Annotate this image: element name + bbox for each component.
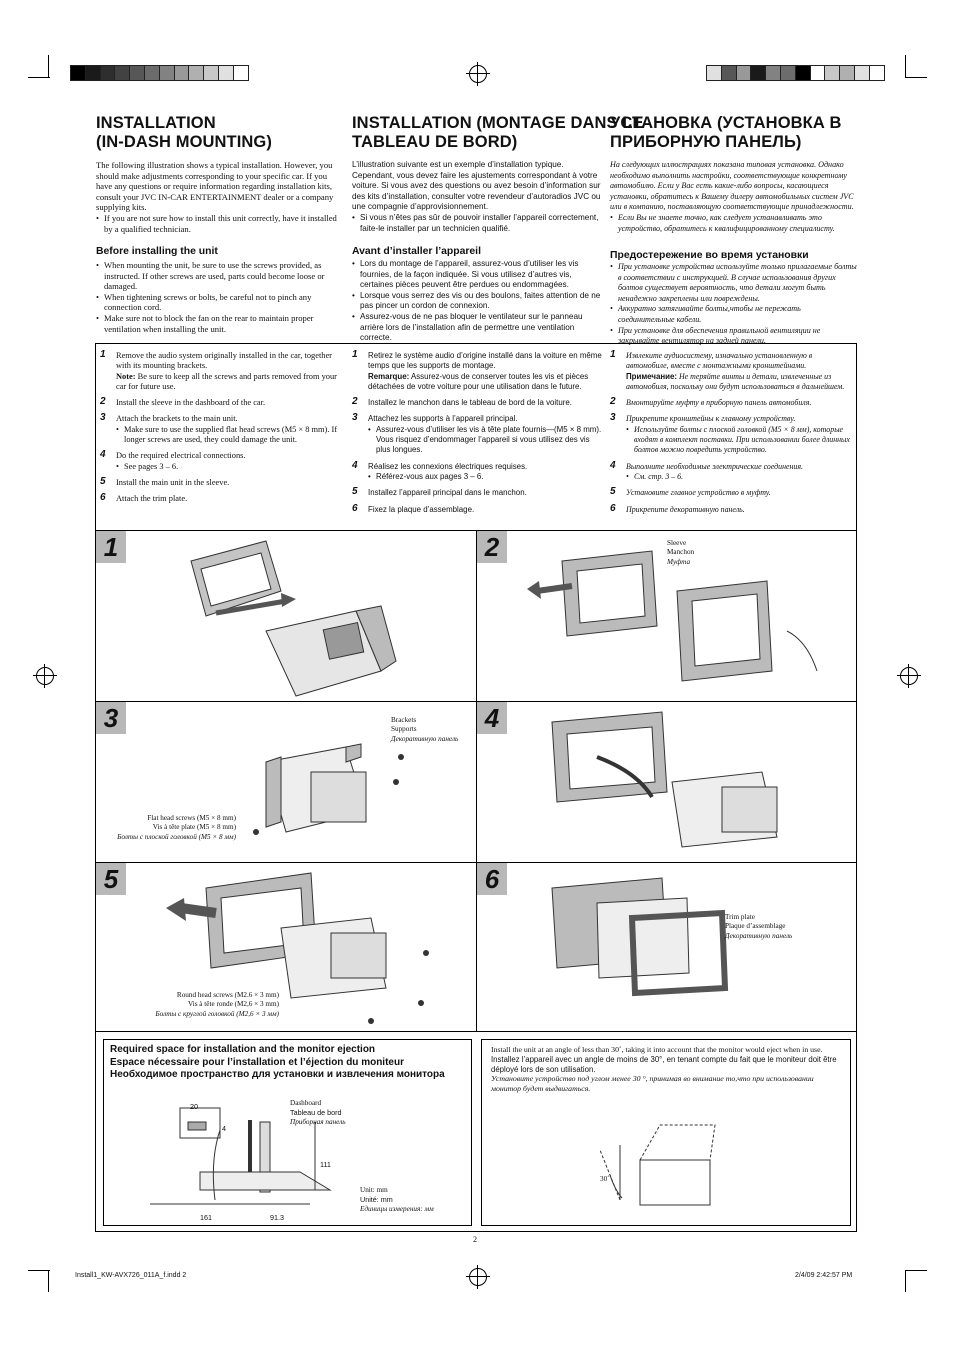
- registration-mark-icon: [900, 667, 918, 685]
- panel-step-6: [476, 862, 857, 1032]
- step-number: 4: [477, 702, 507, 734]
- steps-ru: [610, 351, 853, 521]
- before-heading-fr: Avant d’installer l’appareil: [352, 246, 481, 257]
- dim-4: 4: [222, 1124, 226, 1133]
- list-item: • Lorsque vous serrez des vis ou des boulons, faites attention de ne pas pincer un cordon de connexion.: [352, 291, 604, 312]
- step-item: 3 Прикрепите кронштейны к главному устройству. • Используйте болты с плоской головкой (M5 × 8 мм), которые входят в комплект поставки. При использовании более длинных болтов можно повредить устройство.: [610, 414, 853, 455]
- step-item: 4 Выполните необходимые электрические соединения. • См. стр. 3 – 6.: [610, 462, 853, 483]
- step-item: 2 Вмонтируйте муфту в приборную панель автомобиля.: [610, 396, 812, 408]
- sleeve-label: Sleeve Manchon Муфта: [667, 539, 695, 566]
- before-list-fr: [352, 259, 604, 344]
- list-item: • При установке устройства используйте только прилагаемые болты в соответствии с инструкцией. В случае использования других болтов существует вероятность, что детали могут быть ненадежно закреплены или повреждены.: [610, 262, 858, 304]
- angle-ru: Установите устройство под углом менее 30 °, принимая во внимание то,что при использовании монитор будет выдвигаться.: [491, 1074, 814, 1094]
- trim-plate-label: Trim plate Plaque d’assemblage Декоративную панель: [725, 913, 793, 940]
- steps-fr: [352, 351, 602, 521]
- round-head-screws-label: Round head screws (M2.6 × 3 mm) Vis à tête ronde (M2,6 × 3 mm) Болты с круглой головкой (M2,6 × 3 мм): [155, 991, 279, 1018]
- remove-unit-illustration: [96, 531, 477, 702]
- step-item: 6 Attach the trim plate.: [100, 492, 188, 504]
- intro-bullet: • If you are not sure how to install this unit correctly, have it installed by a qualified technician.: [96, 213, 344, 234]
- file-slug: Install1_KW-AVX726_011A_f.indd 2: [75, 1272, 187, 1279]
- dashboard-label: Dashboard Tableau de bord Приборная панель: [290, 1099, 346, 1126]
- trim-plate-illustration: [477, 863, 857, 1032]
- list-item: • Make sure not to block the fan on the rear to maintain proper ventilation when installing the unit.: [96, 313, 344, 334]
- step-number: 6: [477, 863, 507, 895]
- panel-step-1: [95, 530, 477, 702]
- required-space-heading: Required space for installation and the monitor ejection Espace nécessaire pour l’installation et l’éjection du moniteur Необходимое пространство для установки и извлечения монитора: [110, 1044, 445, 1081]
- registration-mark-icon: [469, 1268, 487, 1286]
- step-item: 4 Do the required electrical connections. • See pages 3 – 6.: [100, 451, 345, 472]
- registration-mark-icon: [36, 667, 54, 685]
- list-item: • При установке для обеспечения правильной вентиляции не закрывайте вентилятор на задней панели.: [610, 326, 858, 347]
- step-item: 6 Прикрепите декоративную панель.: [610, 502, 745, 514]
- step-number: 2: [477, 531, 507, 563]
- intro-bullet: • Если Вы не знаете точно, как следует устанавливать это устройство, обратитесь к квалифицированному специалисту.: [610, 213, 858, 234]
- crop-mark: [28, 1270, 50, 1271]
- list-item: • Assurez-vous de ne pas bloquer le ventilateur sur le panneau arrière lors de l’installation afin de permettre une ventilation correcte.: [352, 312, 604, 344]
- angle-text: [491, 1045, 843, 1094]
- intro-text: The following illustration shows a typical installation. However, you should make adjustments corresponding to your specific car. If you have any questions or require information regarding installation kits, consult your JVC IN-CAR ENTERTAINMENT dealer or a company supplying kits.: [96, 160, 334, 213]
- crop-mark: [905, 77, 927, 78]
- intro-fr: [352, 160, 604, 234]
- brackets-label: Brackets Supports Декоративную панель: [391, 716, 459, 743]
- list-item: • When tightening screws or bolts, be careful not to pinch any connection cord.: [96, 292, 344, 313]
- before-heading-en: Before installing the unit: [96, 246, 218, 257]
- connections-illustration: [477, 702, 857, 863]
- before-list-en: [96, 260, 344, 334]
- color-bar-right: [706, 65, 884, 81]
- intro-text: L’illustration suivante est un exemple d’installation typique. Cependant, vous devez faire les ajustements correspondant à votre voiture. Si vous avez des questions ou avez besoin d’information sur des kits d’installation, consulter votre revendeur d’autoradios JVC ou une compagnie d’approvisionnement.: [352, 160, 601, 212]
- intro-bullet: • Si vous n’êtes pas sûr de pouvoir installer l’appareil correctement, faite-le installer par un technicien qualifié.: [352, 213, 604, 234]
- title-en: INSTALLATION (IN-DASH MOUNTING): [96, 114, 272, 151]
- crop-mark: [905, 55, 906, 77]
- panel-step-2: [476, 530, 857, 702]
- step-item: 4 Réalisez les connexions électriques requises. • Référez-vous aux pages 3 – 6.: [352, 462, 602, 483]
- step-number: 5: [96, 863, 126, 895]
- unit-label: Unit: mm Unité: mm Единицы измерения: мм: [360, 1186, 434, 1213]
- step-item: 5 Installez l’appareil principal dans le manchon.: [352, 486, 527, 498]
- angle-fr: Installez l’appareil avec un angle de moins de 30°, en tenant compte du fait que le moniteur doit être déployé lors de son utilisation.: [491, 1054, 837, 1074]
- list-item: • Lors du montage de l’appareil, assurez-vous d’utiliser les vis fournies, de la façon indiquée. Si vous utilisez d’autres vis, certaines pièces peuvent être perdues ou endommagées.: [352, 259, 604, 291]
- steps-en: [100, 351, 345, 511]
- crop-mark: [28, 77, 50, 78]
- step-item: 6 Fixez la plaque d’assemblage.: [352, 502, 475, 514]
- intro-text: На следующих иллюстрациях показана типовая установка. Однако необходимо выполнить настройки, соответствующие конкретному автомобилю. Если у Вас есть какие-либо вопросы, касающиеся установки, обратитесь к Вашему дилеру автомобильных систем JVC или в компанию, поставляющую соответствующие принадлежности.: [610, 160, 854, 212]
- step-item: 2 Installez le manchon dans le tableau de bord de la voiture.: [352, 396, 572, 408]
- intro-en: [96, 160, 344, 234]
- before-heading-ru: Предостережение во время установки: [610, 250, 809, 261]
- step-item: 1 Remove the audio system originally installed in the car, together with its mounting brackets. Note: Be sure to keep all the screws and parts removed from your car for future use.: [100, 349, 337, 391]
- flat-head-screws-label: Flat head screws (M5 × 8 mm) Vis à tête plate (M5 × 8 mm) Болты с плоской головкой (M5 × 8 мм): [117, 814, 236, 841]
- step-item: 2 Install the sleeve in the dashboard of the car.: [100, 396, 266, 408]
- angle-diagram: [600, 1120, 750, 1210]
- list-item: • Аккуратно затягивайте болты,чтобы не пережать соединительные кабели.: [610, 304, 858, 325]
- step-item: 5 Установите главное устройство в муфту.: [610, 486, 771, 498]
- step-number: 1: [96, 531, 126, 563]
- step-item: 3 Attach the brackets to the main unit. • Make sure to use the supplied flat head screws (M5 × 8 mm). If longer screws are used, they could damage the unit.: [100, 414, 345, 445]
- step-number: 3: [96, 702, 126, 734]
- dim-161: 161: [200, 1213, 212, 1222]
- panel-step-3: [95, 701, 477, 863]
- registration-mark-icon: [469, 65, 487, 83]
- dim-111: 111: [320, 1160, 331, 1169]
- before-list-ru: [610, 262, 858, 347]
- step-item: 5 Install the main unit in the sleeve.: [100, 475, 230, 487]
- panel-step-4: [476, 701, 857, 863]
- panel-step-5: [95, 862, 477, 1032]
- angle-30-label: 30˚: [600, 1175, 610, 1183]
- color-bar-left: [70, 65, 248, 81]
- step-item: 3 Attachez les supports à l’appareil principal. • Assurez-vous d’utiliser les vis à tête plate fournis—(M5 × 8 mm). Vous risquez d’endommager l’appareil si vous utilisez des vis plus longues.: [352, 414, 602, 455]
- crop-mark: [48, 1270, 49, 1292]
- dim-20: 20: [190, 1102, 198, 1111]
- page-number: 2: [473, 1235, 477, 1244]
- crop-mark: [905, 1270, 906, 1292]
- crop-mark: [905, 1270, 927, 1271]
- list-item: • When mounting the unit, be sure to use the screws provided, as instructed. If other screws are used, parts could become loose or damaged.: [96, 260, 344, 292]
- print-date: 2/4/09 2:42:57 PM: [795, 1272, 853, 1279]
- step-item: 1 Извлеките аудиосистему, изначально установленную в автомобиле, вместе с монтажными кронштейнами. Примечание: Не теряйте винты и детали, извлеченные из автомобиля, поскольку они будут использоваться в дальнейшем.: [610, 349, 845, 391]
- crop-mark: [48, 55, 49, 77]
- title-fr: INSTALLATION (MONTAGE DANS LE TABLEAU DE BORD): [352, 114, 644, 151]
- intro-ru: [610, 160, 858, 234]
- angle-en: Install the unit at an angle of less than 30˚, taking it into account that the monitor would eject when in use.: [491, 1045, 823, 1054]
- title-ru: УСТАНОВКА (УСТАНОВКА В ПРИБОРНУЮ ПАНЕЛЬ): [610, 114, 842, 151]
- dim-91-3: 91.3: [270, 1213, 284, 1222]
- step-item: 1 Retirez le système audio d’origine installé dans la voiture en même temps que les supports de montage. Remarque: Assurez-vous de conserver toutes les vis et pièces détachées de votre voiture pour une utilisation dans le future.: [352, 349, 602, 391]
